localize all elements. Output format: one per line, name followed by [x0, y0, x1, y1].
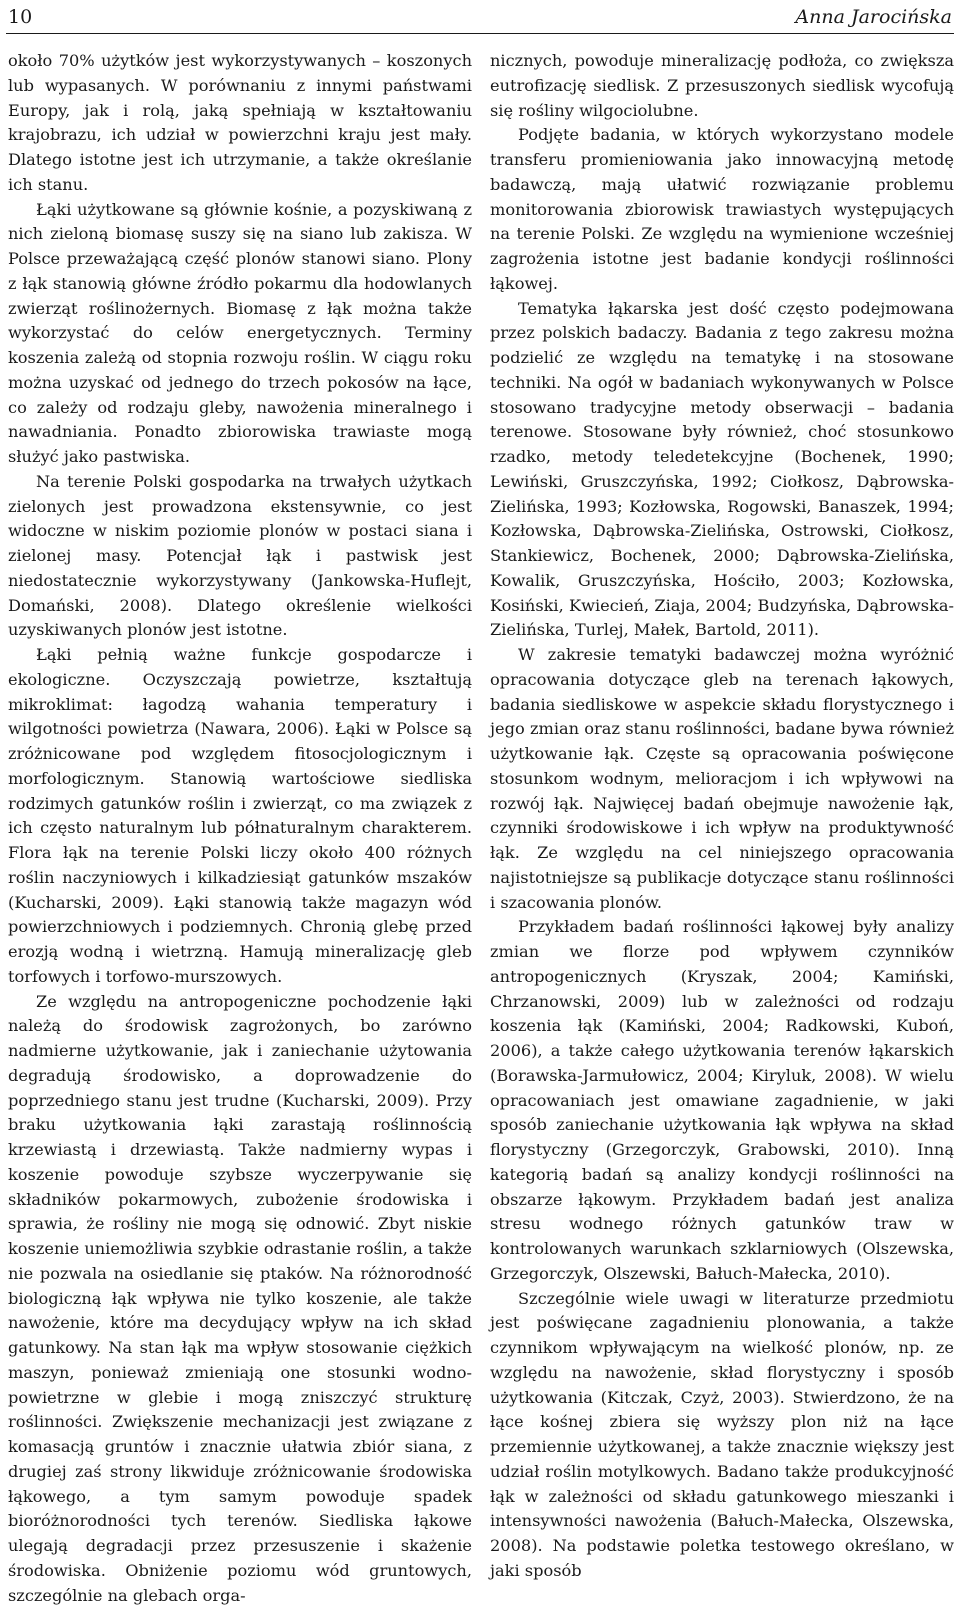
paragraph: Ze względu na antropogeniczne pochodzenie łąki należą do środowisk zagrożonych, bo zarówno nadmierne użytkowanie, jak i zaniechanie użytowania degradują środowisko, a doprowadzenie do poprzedniego stanu jest trudne (Kucharski, 2009). Przy braku użytkowania łąki zarastają roślinnością krzewiastą i drzewiastą. Także nadmierny wypas i koszenie powoduje szybsze wyczerpywanie się składników pokarmowych, zubożenie środowiska i sprawia, że rośliny nie mogą się odnowić. Zbyt niskie koszenie uniemożliwia szybkie odrastanie roślin, a także nie pozwala na osiedlanie się ptaków. Na różnorodność biologiczną łąk wpływa nie tylko koszenie, ale także nawożenie, które ma decydujący wpływ na ich skład gatunkowy. Na stan łąk ma wpływ stosowanie ciężkich maszyn, ponieważ zmieniają one stosunki wodno-powietrzne w glebie i mogą zniszczyć strukturę roślinności. Zwiększenie mechanizacji jest związane z komasacją gruntów i znacznie ułatwia zbiór siana, z drugiej zaś strony likwiduje zróżnicowanie środowiska łąkowego, a tym samym powoduje spadek bioróżnorodności tych terenów. Siedliska łąkowe ulegają degradacji przez przesuszenie i skażenie środowiska. Obniżenie poziomu wód gruntowych, szczególnie na glebach orga- — [8, 990, 472, 1608]
paragraph: około 70% użytków jest wykorzystywanych – koszonych lub wypasanych. W porównaniu z innymi państwami Europy, jak i rolą, jaką spełniają w kształtowaniu krajobrazu, ich udział w powierzchni kraju jest mały. Dlatego istotne jest ich utrzymanie, a także określanie ich stanu. — [8, 49, 472, 198]
paragraph: Na terenie Polski gospodarka na trwałych użytkach zielonych jest prowadzona ekstensywnie, co jest widoczne w niskim poziomie plonów w postaci siana i zielonej masy. Potencjał łąk i pastwisk jest niedostatecznie wykorzystywany (Jankowska-Huflejt, Domański, 2008). Dlatego określenie wielkości uzyskiwanych plonów jest istotne. — [8, 470, 472, 643]
right-column — [490, 49, 954, 1584]
left-column — [8, 49, 472, 1608]
paragraph: nicznych, powoduje mineralizację podłoża, co zwiększa eutrofizację siedlisk. Z przesuszonych siedlisk wycofują się rośliny wilgociolubne. — [490, 49, 954, 123]
paragraph: Łąki pełnią ważne funkcje gospodarcze i ekologiczne. Oczyszczają powietrze, kształtują mikroklimat: łagodzą wahania temperatury i wilgotności powietrza (Nawara, 2006). Łąki w Polsce są zróżnicowane pod względem fitosocjologicznym i morfologicznym. Stanowią wartościowe siedliska rodzimych gatunków roślin i zwierząt, co ma związek z ich często naturalnym lub półnaturalnym charakterem. Flora łąk na terenie Polski liczy około 400 różnych roślin naczyniowych i kilkadziesiąt gatunków mszaków (Kucharski, 2009). Łąki stanowią także magazyn wód powierzchniowych i podziemnych. Chronią glebę przed erozją wodną i wietrzną. Hamują mineralizację gleb torfowych i torfowo-murszowych. — [8, 643, 472, 990]
running-author: Anna Jarocińska — [795, 6, 952, 28]
paragraph: Tematyka łąkarska jest dość często podejmowana przez polskich badaczy. Badania z tego zakresu można podzielić ze względu na tematykę i na stosowane techniki. Na ogół w badaniach wykonywanych w Polsce stosowano tradycyjne metody obserwacji – badania terenowe. Stosowane były również, choć stosunkowo rzadko, metody teledetekcyjne (Bochenek, 1990; Lewiński, Gruszczyńska, 1992; Ciołkosz, Dąbrowska-Zielińska, 1993; Kozłowska, Rogowski, Banaszek, 1994; Kozłowska, Dąbrowska-Zielińska, Ostrowski, Ciołkosz, Stankiewicz, Bochenek, 2000; Dąbrowska-Zielińska, Kowalik, Gruszczyńska, Hościło, 2003; Kozłowska, Kosiński, Kwiecień, Ziaja, 2004; Budzyńska, Dąbrowska-Zielińska, Turlej, Małek, Bartold, 2011). — [490, 297, 954, 644]
header-rule — [6, 33, 954, 34]
paragraph: Podjęte badania, w których wykorzystano modele transferu promieniowania jako innowacyjną metodę badawczą, mają ułatwić rozwiązanie problemu monitorowania zbiorowisk trawiastych występujących na terenie Polski. Ze względu na wymienione wcześniej zagrożenia istotne jest badanie kondycji roślinności łąkowej. — [490, 123, 954, 296]
page-number: 10 — [8, 6, 32, 28]
running-header — [0, 0, 960, 40]
paragraph: Szczególnie wiele uwagi w literaturze przedmiotu jest poświęcane zagadnieniu plonowania, a także czynnikom wpływającym na wielkość plonów, np. ze względu na nawożenie, skład florystyczny i sposób użytkowania (Kitczak, Czyż, 2003). Stwierdzono, że na łące kośnej zbiera się wyższy plon niż na łące przemiennie użytkowanej, a także znacznie większy jest udział roślin motylkowych. Badano także produkcyjność łąk w zależności od składu gatunkowego mieszanki i intensywności nawożenia (Bałuch-Małecka, Olszewska, 2008). Na podstawie poletka testowego określano, w jaki sposób — [490, 1287, 954, 1584]
paragraph: Przykładem badań roślinności łąkowej były analizy zmian we florze pod wpływem czynników antropogenicznych (Kryszak, 2004; Kamiński, Chrzanowski, 2009) lub w zależności od rodzaju koszenia łąk (Kamiński, 2004; Radkowski, Kuboń, 2006), a także całego użytkowania terenów łąkarskich (Borawska-Jarmułowicz, 2004; Kiryluk, 2008). W wielu opracowaniach jest omawiane zagadnienie, w jaki sposób zaniechanie użytkowania łąk wpływa na skład florystyczny (Grzegorczyk, Grabowski, 2010). Inną kategorią badań są analizy kondycji roślinności na obszarze łąkowym. Przykładem badań jest analiza stresu wodnego różnych gatunków traw w kontrolowanych warunkach szklarniowych (Olszewska, Grzegorczyk, Olszewski, Bałuch-Małecka, 2010). — [490, 915, 954, 1286]
paragraph: W zakresie tematyki badawczej można wyróżnić opracowania dotyczące gleb na terenach łąkowych, badania siedliskowe w aspekcie składu florystycznego i jego zmian oraz stanu roślinności, badane bywa również użytkowanie łąk. Częste są opracowania poświęcone stosunkom wodnym, melioracjom i ich wpływowi na rozwój łąk. Najwięcej badań obejmuje nawożenie łąk, czynniki środowiskowe i ich wpływ na produktywność łąk. Ze względu na cel niniejszego opracowania najistotniejsze są publikacje dotyczące stanu roślinności i szacowania plonów. — [490, 643, 954, 915]
paragraph: Łąki użytkowane są głównie kośnie, a pozyskiwaną z nich zieloną biomasę suszy się na siano lub zakisza. W Polsce przeważającą część plonów stanowi siano. Plony z łąk stanowią główne źródło pokarmu dla hodowlanych zwierząt roślinożernych. Biomasę z łąk można także wykorzystać do celów energetycznych. Terminy koszenia zależą od stopnia rozwoju roślin. W ciągu roku można uzyskać od jednego do trzech pokosów na łące, co zależy od rodzaju gleby, nawożenia mineralnego i nawadniania. Ponadto zbiorowiska trawiaste mogą służyć jako pastwiska. — [8, 198, 472, 470]
